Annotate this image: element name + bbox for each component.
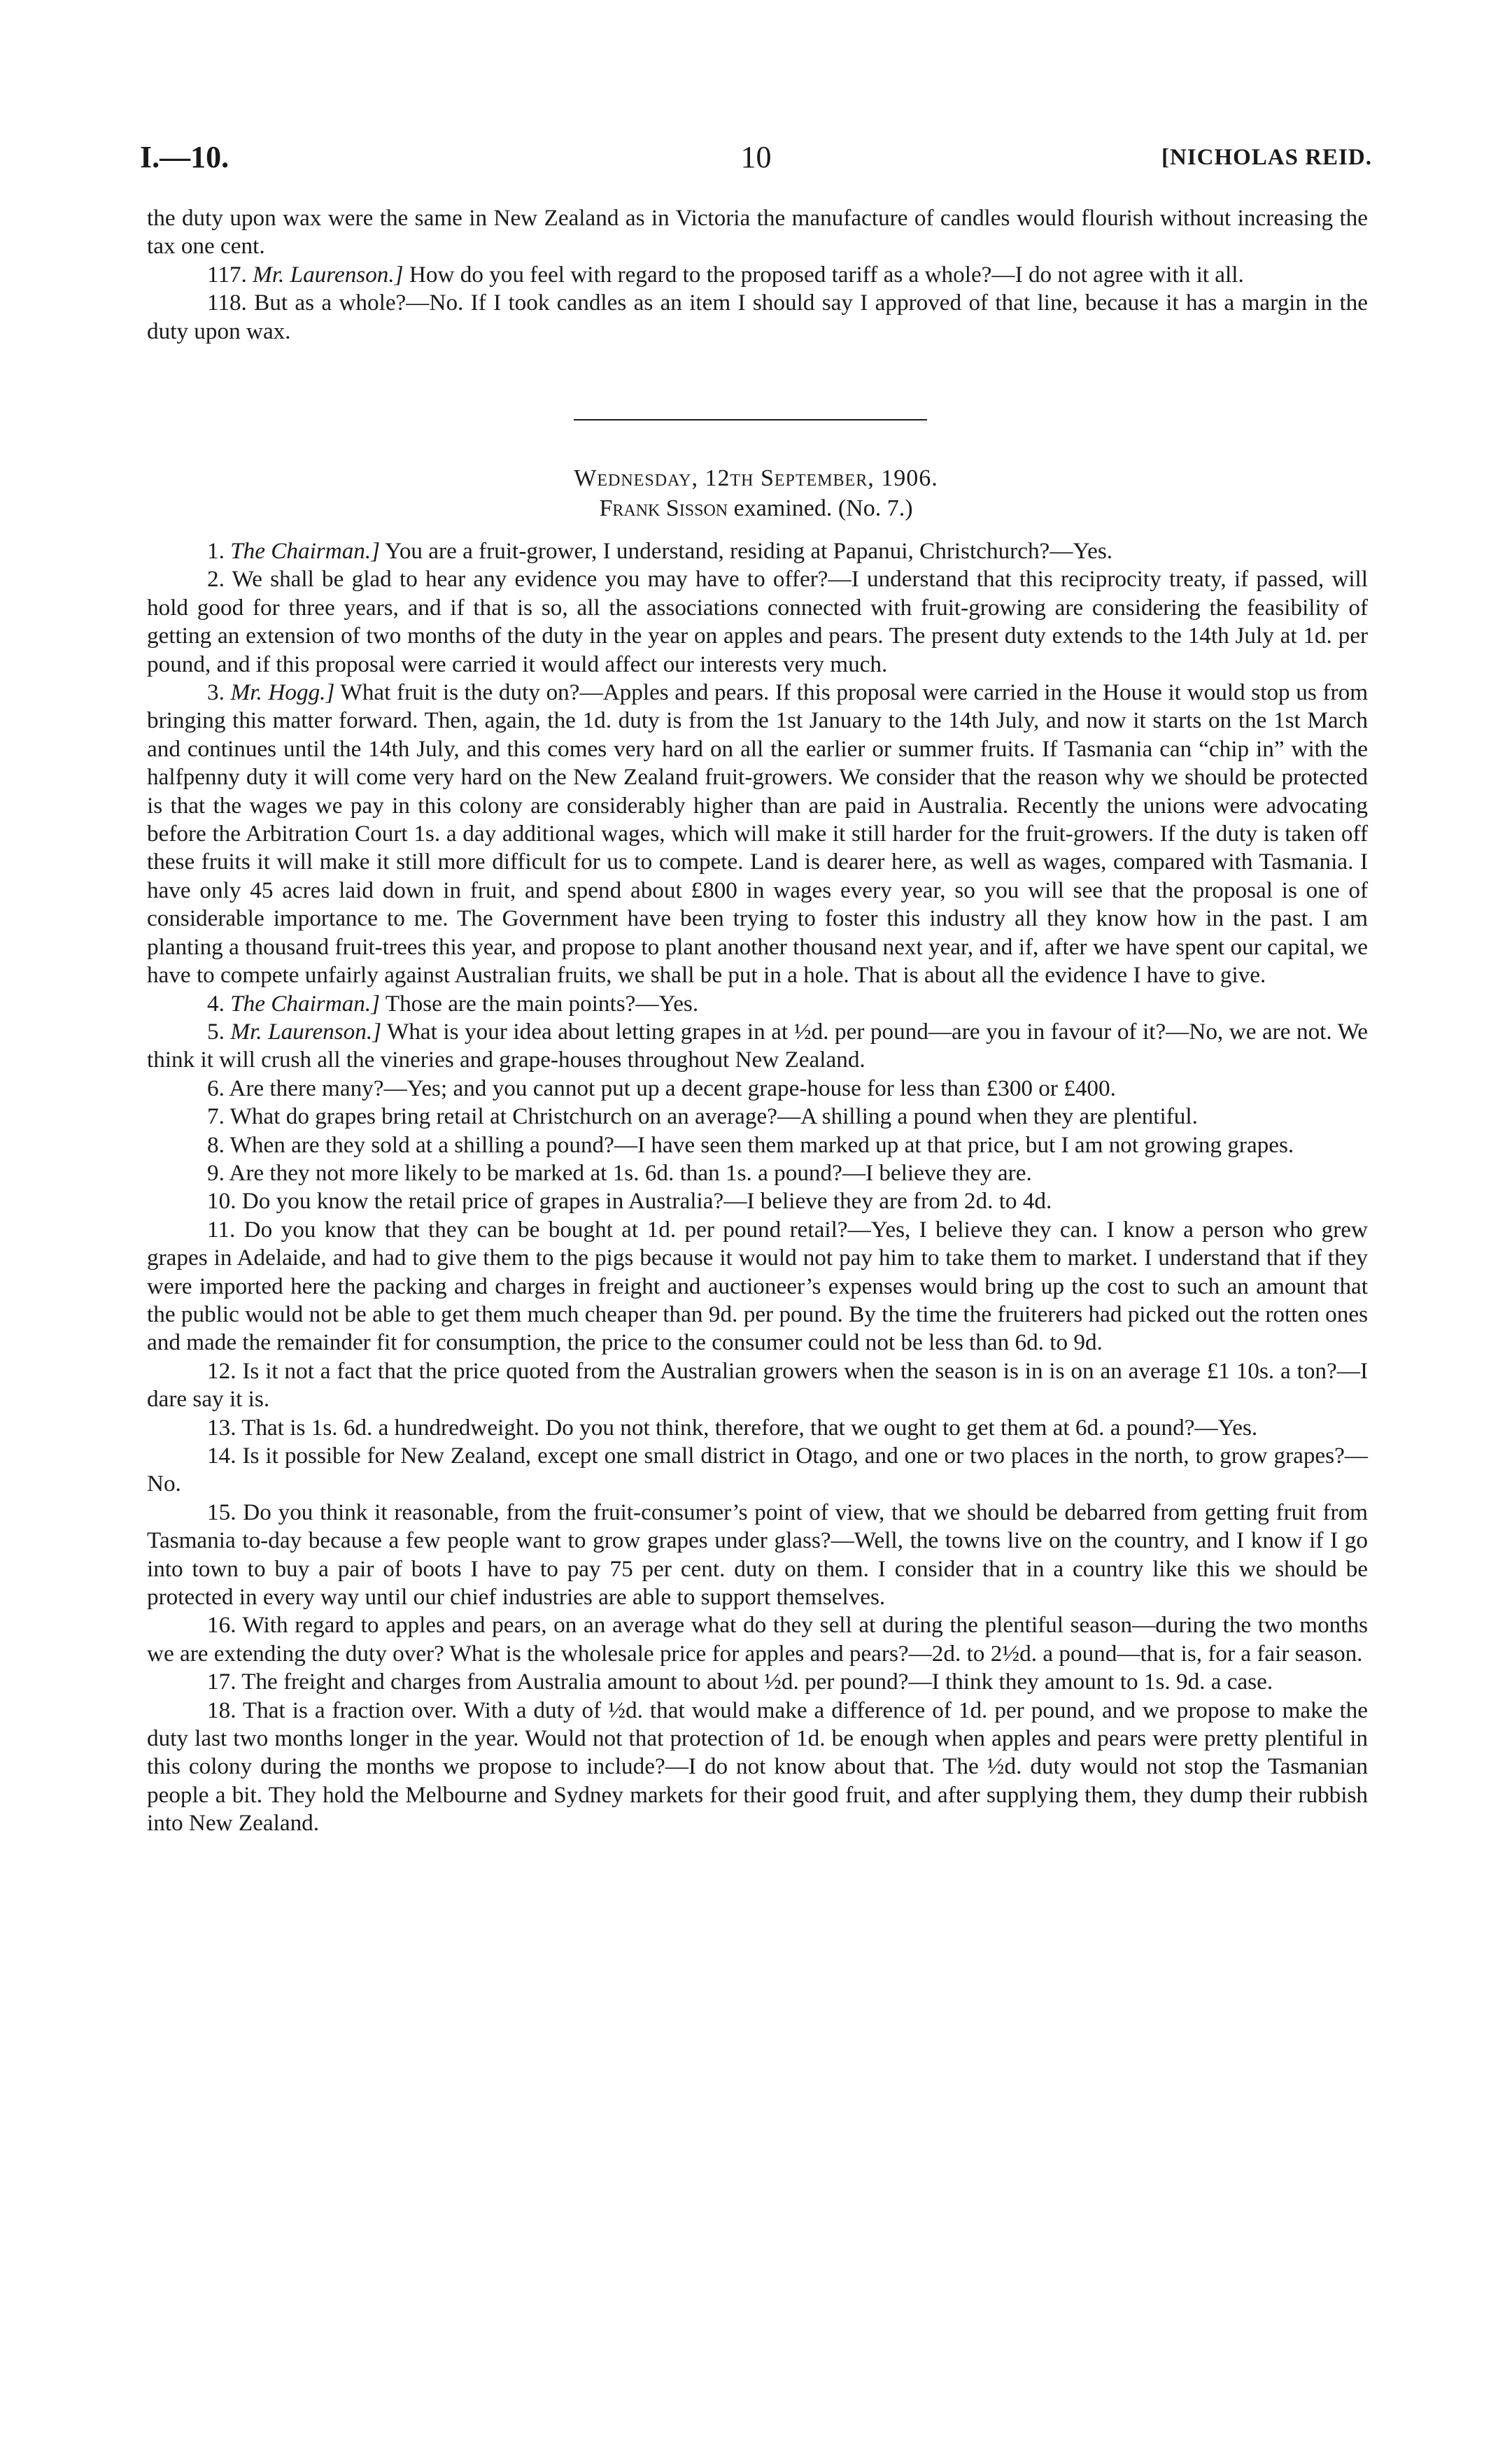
document-reference: I.—10. [140,140,229,174]
question-number: 10. [207,1188,236,1215]
question-number: 18. [207,1697,236,1723]
question-paragraph [147,1697,1368,1838]
page-number: 10 [740,140,772,174]
question-text: What fruit is the duty on?—Apples and pears. If this proposal were carried in the House it would stop us from bringing this matter forward. Then, again, the 1d. duty is from the 1st January to the 14th July, and now it starts on the 1st March and continues until the 14th July, and this comes very hard on all the earlier or summer fruits. If Tasmania can “chip in” with the halfpenny duty it will come very hard on the New Zealand fruit-growers. We consider that the reason why we should be protected is that the wages we pay in this colony are considerably higher than are paid in Australia. Recently the unions were advocating before the Arbitration Court 1s. a day additional wages, which will make it still harder for the fruit-growers. If the duty is taken off these fruits it will make it still more difficult for us to compete. Land is dearer here, as well as wages, compared with Tasmania. I have only 45 acres laid down in fruit, and spend about £800 in wages every year, so you will see that the proposal is one of considerable importance to me. The Government have been trying to foster this industry all they know how in the past. I am planting a thousand fruit-trees this year, and propose to plant another thousand next year, and if, after we have spent our capital, we have to compete unfairly against Australian fruits, we shall be put in a hole. That is about all the evidence I have to give. [147,679,1369,989]
question-paragraph [147,1414,1368,1442]
question-paragraph [147,1159,1368,1187]
question-number: 15. [207,1499,236,1525]
speaker: Mr. Laurenson.] [230,1018,382,1045]
running-head: [NICHOLAS REID. [1161,145,1372,170]
speaker: Mr. Hogg.] [230,679,335,706]
question-text: That is a fraction over. With a duty of ½d. that would make a difference of 1d. per pound, and we propose to make the duty last two months longer in the year. Would not that protection of 1d. be enough when apples and pears were pretty plentiful in this colony during the months we propose to include?—I do not know about that. The ½d. duty would not stop the Tasmanian people a bit. They hold the Melbourne and Sydney markets for their good fruit, and after supplying them, they dump their rubbish into New Zealand. [147,1697,1368,1837]
question-paragraph [147,990,1368,1018]
question-number: 14. [207,1443,236,1469]
question-text: We shall be glad to hear any evidence you may have to offer?—I understand that this reciprocity treaty, if passed, will hold good for three years, and if that is so, all the associations connected with fruit-growing are considering the feasibility of getting an extension of two months of the duty in the year on apples and pears. The present duty extends to the 14th July at 1d. per pound, and if this proposal were carried it would affect our interests very much. [147,566,1369,677]
witness-suffix: examined. (No. 7.) [733,495,913,521]
speaker: The Chairman.] [230,990,381,1017]
question-paragraph-117: 117. Mr. Laurenson.] How do you feel with regard to the proposed tariff as a whole?—I do not agree with it all. [207,261,1244,288]
question-text: The freight and charges from Australia amount to about ½d. per pound?—I think they amount to 1s. 9d. a case. [241,1669,1273,1695]
question-paragraph [147,1131,1368,1159]
question-text: Do you know that they can be bought at 1d. per pound retail?—Yes, I believe they can. I know a person who grew grapes in Adelaide, and had to give them to the pigs because it would not pay him to take them to market. I understand that if they were imported here the packing and charges in freight and auctioneer’s expenses would bring up the cost to such an amount that the public would not be able to get them much cheaper than 9d. per pound. By the time the fruiterers had picked out the rotten ones and made the remainder fit for consumption, the price to the consumer could not be less than 6d. to 9d. [147,1216,1368,1356]
question-paragraph [147,1611,1368,1668]
question-number: 17. [207,1669,236,1695]
question-paragraph [147,1668,1368,1696]
question-paragraph [147,1075,1368,1103]
question-paragraph [147,1499,1368,1612]
question-number: 7. [207,1103,225,1130]
question-number: 3. [207,679,225,706]
question-number: 6. [207,1075,225,1101]
question-number: 5. [207,1018,225,1045]
question-text: Do you think it reasonable, from the fruit-consumer’s point of view, that we should be debarred from getting fruit from Tasmania to-day because a few people want to grow grapes under glass?—Well, the towns live on the country, and I know if I go into town to buy a pair of boots I have to pay 75 per cent. duty on them. I consider that in a country like this we should be protected in every way until our chief industries are able to support themselves. [147,1499,1369,1611]
question-text: What is your idea about letting grapes in at ½d. per pound—are you in favour of it?—No, we are not. We think it will crush all the vineries and grape-houses throughout New Zealand. [147,1018,1368,1073]
section-divider [574,419,927,420]
question-paragraph-118: 118. But as a whole?—No. If I took candles as an item I should say I approved of that line, because it has a margin in the duty upon wax. [147,290,1368,344]
question-number: 8. [207,1131,225,1158]
question-paragraph [147,679,1368,989]
question-paragraph [147,565,1368,679]
question-paragraph [147,1103,1368,1131]
witness-name: Frank Sisson [599,495,728,521]
question-paragraph [147,1442,1368,1499]
question-text: Those are the main points?—Yes. [385,990,699,1017]
question-text: Is it not a fact that the price quoted from the Australian growers when the season is in is on an average £1 10s. a ton?—I dare say it is. [147,1357,1368,1413]
question-number: 12. [207,1357,236,1384]
question-number: 13. [207,1414,236,1441]
question-text: When are they sold at a shilling a pound?—I have seen them marked up at that price, but I am not growing grapes. [229,1131,1294,1158]
question-text: You are a fruit-grower, I understand, residing at Papanui, Christchurch?—Yes. [385,538,1113,564]
question-number: 9. [207,1159,225,1186]
question-number: 1. [207,538,225,564]
preamble-paragraph: the duty upon wax were the same in New Zealand as in Victoria the manufacture of candles would flourish without increasing the tax one cent. [147,205,1368,260]
question-text: Do you know the retail price of grapes in Australia?—I believe they are from 2d. to 4d. [241,1188,1052,1215]
question-text: Are they not more likely to be marked at 1s. 6d. than 1s. a pound?—I believe they are. [229,1159,1032,1186]
question-number: 11. [207,1216,236,1243]
question-number: 4. [207,990,225,1017]
question-number: 2. [207,566,225,593]
witness-heading [0,495,1512,522]
evidence-block [147,537,1368,1838]
question-text: How do you feel with regard to the proposed tariff as a whole?—I do not agree with it all. [409,261,1244,288]
question-paragraph [147,537,1368,565]
question-text: With regard to apples and pears, on an average what do they sell at during the plentiful season—during the two months we are extending the duty over? What is the wholesale price for apples and pears?—2d. to 2½d. a pound—that is, for a fair season. [147,1612,1369,1667]
speaker: Mr. Laurenson.] [253,261,404,288]
session-date: Wednesday, 12th September, 1906. [574,465,938,491]
question-text: What do grapes bring retail at Christchurch on an average?—A shilling a pound when they are plentiful. [229,1103,1198,1130]
preamble-block [147,204,1368,346]
question-paragraph [147,1187,1368,1215]
question-paragraph [147,1216,1368,1357]
question-text: Is it possible for New Zealand, except one small district in Otago, and one or two places in the north, to grow grapes?—No. [147,1443,1368,1497]
speaker: The Chairman.] [230,538,381,564]
question-text: Are there many?—Yes; and you cannot put up a decent grape-house for less than £300 or £400. [229,1075,1116,1101]
question-paragraph [147,1357,1368,1414]
question-text: That is 1s. 6d. a hundredweight. Do you not think, therefore, that we ought to get them at 6d. a pound?—Yes. [241,1414,1258,1441]
question-number: 16. [207,1612,236,1639]
question-paragraph [147,1018,1368,1075]
